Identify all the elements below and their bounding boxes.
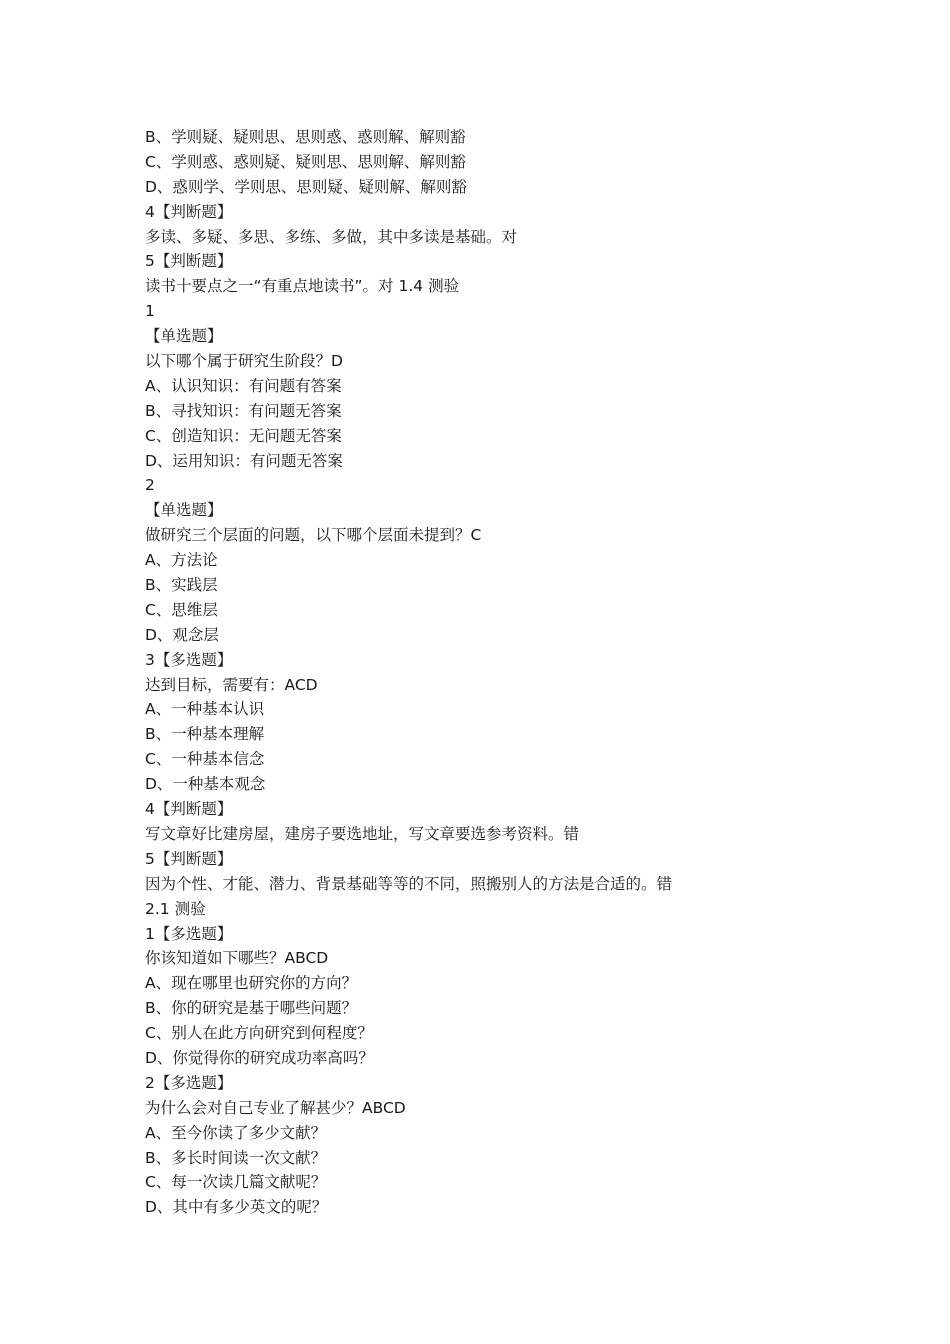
question-header: 5【判断题】	[145, 252, 233, 271]
question-text: 为什么会对自己专业了解甚少？ABCD	[145, 1098, 406, 1117]
question-text: 多读、多疑、多思、多练、多做，其中多读是基础。对	[145, 227, 518, 246]
option-b: B、实践层	[145, 576, 218, 595]
document-body	[145, 125, 845, 1220]
question-text: 写文章好比建房屋，建房子要选地址，写文章要选参考资料。错	[145, 824, 580, 843]
option-c: C、思维层	[145, 600, 218, 619]
option-d: D、运用知识：有问题无答案	[145, 451, 343, 470]
option-a: A、方法论	[145, 551, 218, 570]
option-c: C、学则惑、惑则疑、疑则思、思则解、解则豁	[145, 152, 466, 171]
option-c: C、别人在此方向研究到何程度？	[145, 1024, 373, 1043]
question-number: 1	[145, 302, 155, 321]
question-text: 因为个性、才能、潜力、背景基础等等的不同，照搬别人的方法是合适的。错	[145, 874, 673, 893]
question-text: 做研究三个层面的问题，以下哪个层面未提到？C	[145, 526, 482, 545]
question-text: 达到目标，需要有：ACD	[145, 675, 318, 694]
question-header: 2【多选题】	[145, 1073, 233, 1092]
question-header: 1【多选题】	[145, 924, 233, 943]
option-d: D、其中有多少英文的呢？	[145, 1198, 328, 1217]
question-text: 你该知道如下哪些？ABCD	[145, 949, 329, 968]
option-b: B、你的研究是基于哪些问题？	[145, 999, 358, 1018]
question-header: 3【多选题】	[145, 650, 233, 669]
option-d: D、观念层	[145, 625, 219, 644]
option-b: B、学则疑、疑则思、思则惑、惑则解、解则豁	[145, 128, 466, 146]
option-a: A、至今你读了多少文献？	[145, 1123, 327, 1142]
question-number: 2	[145, 476, 155, 495]
question-header: 5【判断题】	[145, 849, 233, 868]
option-c: C、一种基本信念	[145, 750, 265, 769]
option-d: D、一种基本观念	[145, 775, 266, 794]
option-d: D、惑则学、学则思、思则疑、疑则解、解则豁	[145, 177, 467, 196]
question-header: 4【判断题】	[145, 202, 233, 221]
option-b: B、一种基本理解	[145, 725, 265, 744]
question-type: 【单选题】	[145, 327, 223, 346]
option-b: B、寻找知识：有问题无答案	[145, 401, 342, 420]
question-type: 【单选题】	[145, 501, 223, 520]
option-c: C、每一次读几篇文献呢？	[145, 1173, 327, 1192]
question-text: 读书十要点之一“有重点地读书”。对 1.4 测验	[145, 277, 460, 296]
option-a: A、一种基本认识	[145, 700, 265, 719]
option-a: A、现在哪里也研究你的方向？	[145, 974, 358, 993]
option-b: B、多长时间读一次文献？	[145, 1148, 327, 1167]
question-header: 4【判断题】	[145, 800, 233, 819]
question-text: 以下哪个属于研究生阶段？D	[145, 352, 343, 371]
section-title: 2.1 测验	[145, 899, 206, 918]
option-d: D、你觉得你的研究成功率高吗？	[145, 1048, 374, 1067]
option-c: C、创造知识：无问题无答案	[145, 426, 342, 445]
option-a: A、认识知识：有问题有答案	[145, 376, 342, 395]
